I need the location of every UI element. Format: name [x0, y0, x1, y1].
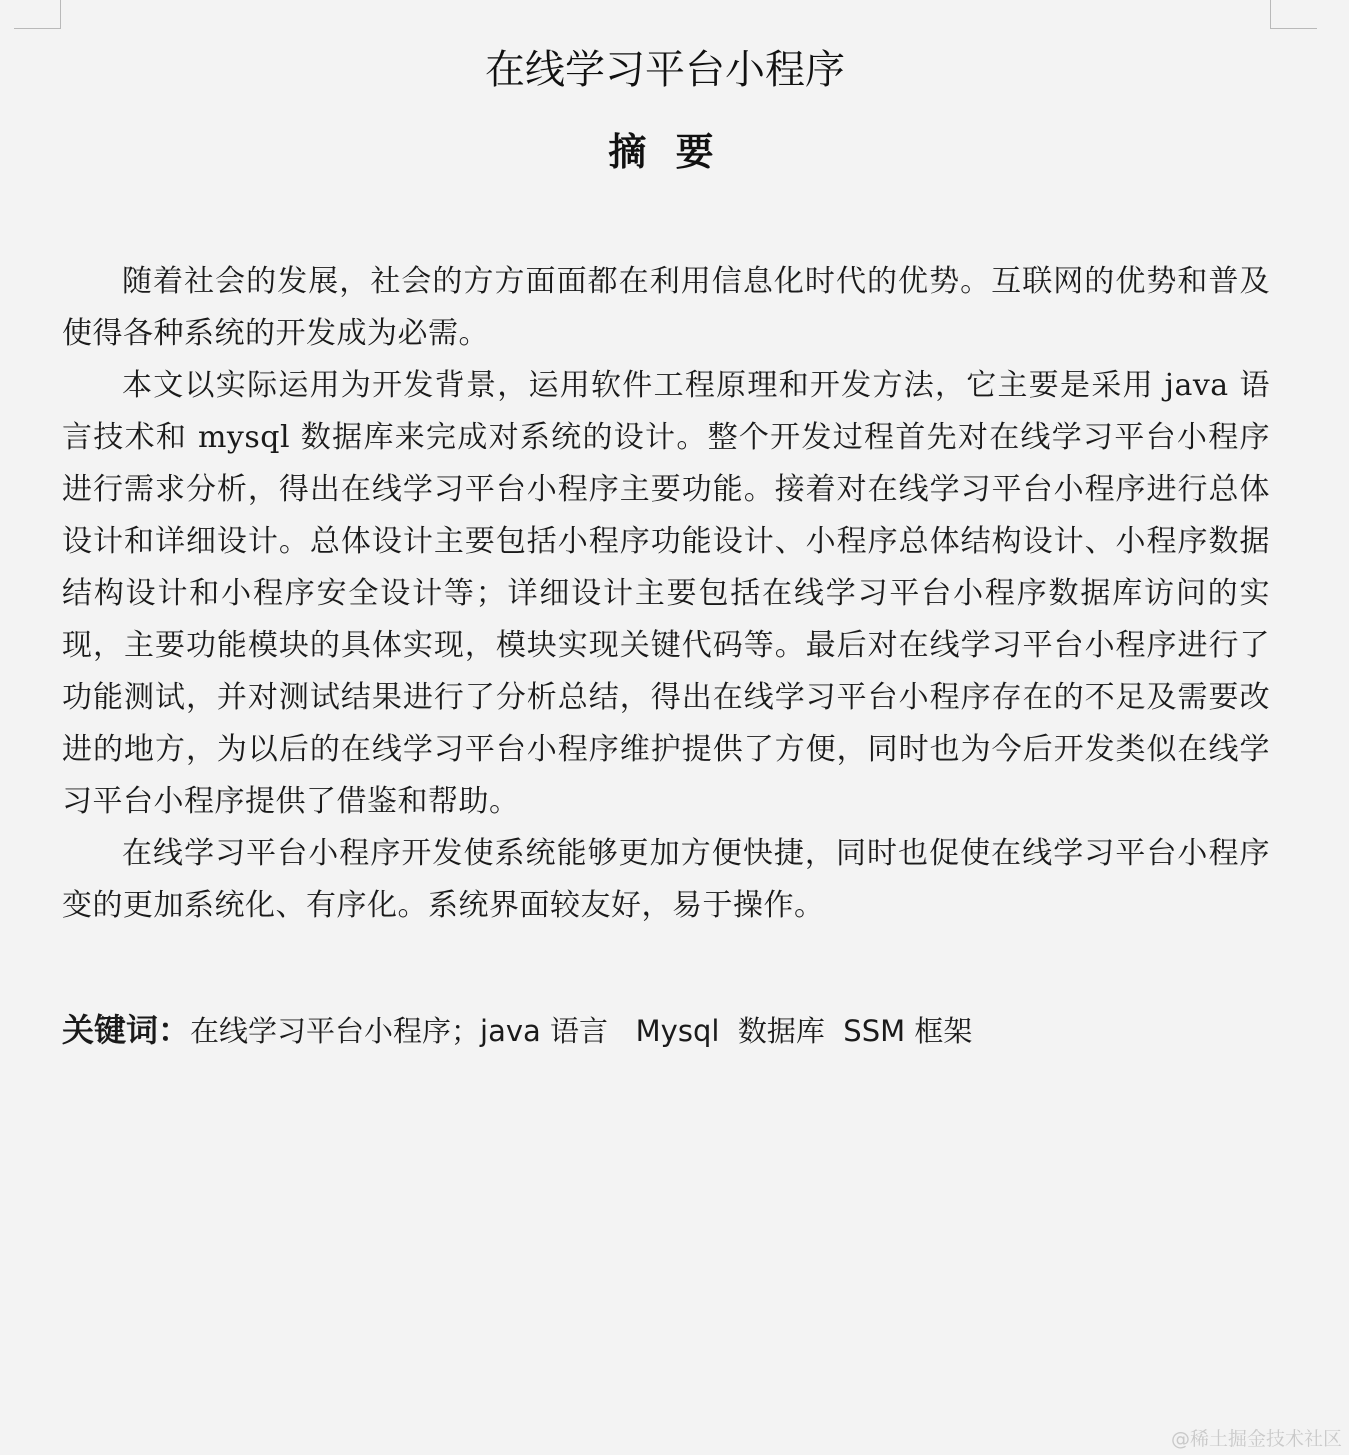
keywords-label: 关键词：: [62, 1011, 191, 1049]
keywords-line: [62, 1004, 1270, 1058]
watermark: @稀土掘金技术社区: [1170, 1428, 1342, 1450]
keywords-value: 在线学习平台小程序；java 语言 Mysql 数据库 SSM 框架: [190, 1014, 973, 1048]
page-title: 在线学习平台小程序: [485, 47, 845, 93]
abstract-paragraph-3: 在线学习平台小程序开发使系统能够更加方便快捷，同时也促使在线学习平台小程序变的更加系统化、有序化。系统界面较友好，易于操作。: [62, 836, 1270, 923]
abstract-paragraph-1: 随着社会的发展，社会的方方面面都在利用信息化时代的优势。互联网的优势和普及使得各种系统的开发成为必需。: [62, 264, 1270, 351]
page-corner-mark-right: [1270, 0, 1317, 29]
abstract-paragraph-2: 本文以实际运用为开发背景，运用软件工程原理和开发方法，它主要是采用 java 语言技术和 mysql 数据库来完成对系统的设计。整个开发过程首先对在线学习平台小程序进行需求分析，得出在线学习平台小程序主要功能。接着对在线学习平台小程序进行总体设计和详细设计。总体设计主要包括小程序功能设计、小程序总体结构设计、小程序数据结构设计和小程序安全设计等；详细设计主要包括在线学习平台小程序数据库访问的实现，主要功能模块的具体实现，模块实现关键代码等。最后对在线学习平台小程序进行了功能测试，并对测试结果进行了分析总结，得出在线学习平台小程序存在的不足及需要改进的地方，为以后的在线学习平台小程序维护提供了方便，同时也为今后开发类似在线学习平台小程序提供了借鉴和帮助。: [62, 368, 1270, 819]
abstract-heading: 摘 要: [608, 130, 722, 174]
abstract-body: [62, 256, 1270, 932]
page-corner-mark-left: [14, 0, 61, 29]
